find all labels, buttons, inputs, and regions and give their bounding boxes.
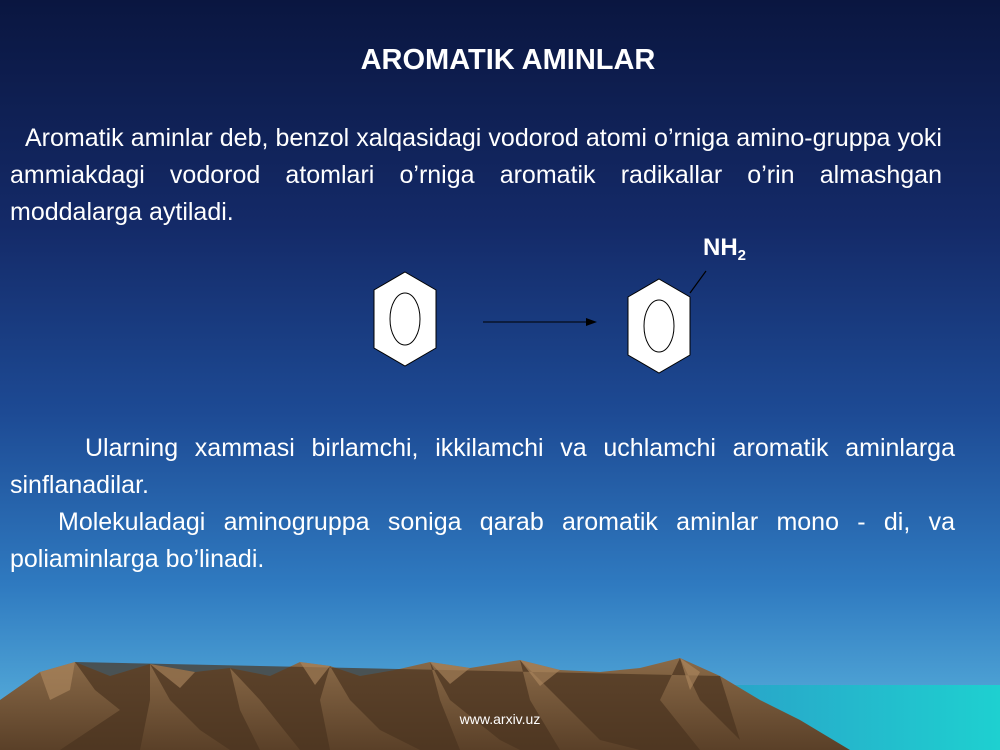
classification-paragraph: Ularning xammasi birlamchi, ikkilamchi va uchlamchi aromatik aminlarga sinflanadilar.	[10, 434, 955, 499]
benzene-ring	[374, 272, 436, 366]
slide-title: AROMATIK AMINLAR	[360, 44, 656, 76]
division-paragraph: Molekuladagi aminogruppa soniga qarab aromatik aminlar mono - di, va poliaminlarga bo’linadi.	[10, 508, 955, 573]
reaction-arrow	[483, 318, 597, 326]
intro-paragraph: Aromatik aminlar deb, benzol xalqasidagi vodorod atomi o’rniga amino-gruppa yoki ammiakdagi vodorod atomlari o’rniga aromatik radikallar o’rin almashgan moddalarga aytiladi.	[10, 124, 942, 226]
footer-url: www.arxiv.uz	[459, 711, 541, 727]
amino-group-label: $NH_2$	[703, 234, 747, 264]
aniline-ring	[628, 279, 690, 373]
amino-bond	[690, 271, 706, 293]
